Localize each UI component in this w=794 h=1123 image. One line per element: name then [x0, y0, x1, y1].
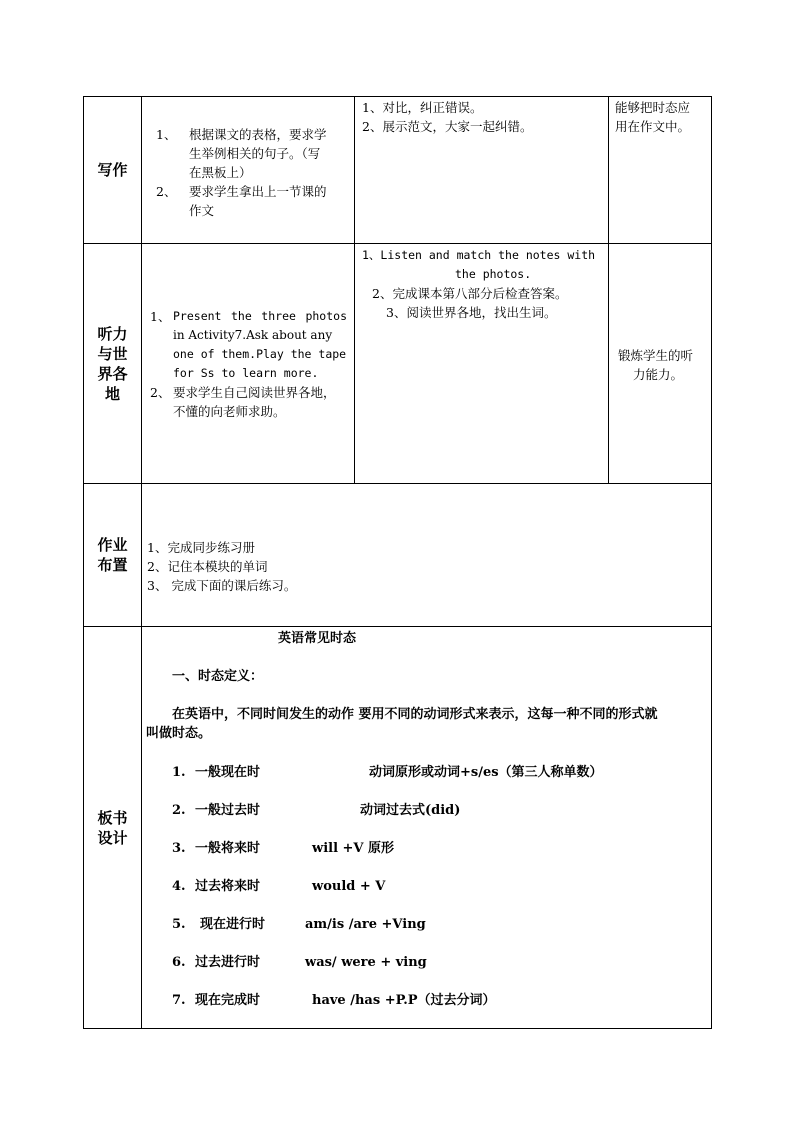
board-para-line1: 在英语中，不同时间发生的动作 要用不同的动词形式来表示，这每一种不同的形式就	[172, 707, 658, 722]
writing-student-line2: 2、展示范文，大家一起纠错。	[362, 119, 533, 134]
board-section1: 一、时态定义：	[172, 669, 264, 684]
lesson-plan-table	[83, 96, 712, 1029]
board-title: 英语常见时态	[278, 631, 357, 646]
writing-purpose-line1: 能够把时态应	[615, 100, 691, 115]
writing-purpose-cell	[609, 97, 712, 244]
writing-teacher-item2-line2: 作文	[189, 203, 215, 218]
listening-teacher-item2-num: 2、	[150, 385, 171, 400]
row-label-writing: 写作	[84, 97, 142, 244]
tense-6-name: 过去进行时	[195, 955, 261, 970]
row-homework	[84, 484, 712, 627]
writing-teacher-item1-line1: 根据课文的表格，要求学	[189, 127, 327, 142]
tense-6-num: 6.	[172, 955, 186, 970]
listening-teacher-item1-line1: Present the three photos	[173, 309, 347, 323]
listening-purpose-line1: 锻炼学生的听	[618, 348, 694, 363]
tense-1-num: 1.	[172, 765, 186, 780]
writing-teacher-item1-line3: 在黑板上）	[189, 165, 252, 180]
row-writing	[84, 97, 712, 244]
listening-student-line3: 2、完成课本第八部分后检查答案。	[372, 286, 568, 301]
listening-purpose-line2: 力能力。	[633, 367, 684, 382]
listening-teacher-item1-num: 1、	[150, 309, 171, 324]
writing-student-cell	[355, 97, 609, 244]
homework-cell	[142, 484, 712, 627]
writing-teacher-item2-line1: 要求学生拿出上一节课的	[189, 184, 327, 199]
homework-item-1: 1、完成同步练习册	[147, 540, 255, 555]
board-para-line2: 叫做时态。	[146, 726, 212, 741]
row-label-listening	[84, 244, 142, 484]
listening-teacher-cell	[142, 244, 355, 484]
tense-2-num: 2.	[172, 803, 186, 818]
listening-purpose-cell	[609, 244, 712, 484]
listening-teacher-item1-line4: for Ss to learn more.	[173, 366, 319, 380]
tense-7-num: 7.	[172, 993, 186, 1008]
tense-5-num: 5.	[172, 917, 186, 932]
listening-student-line1: 1、Listen and match the notes with	[362, 248, 596, 262]
listening-teacher-item2-line1: 要求学生自己阅读世界各地，	[173, 385, 336, 400]
writing-teacher-item1-num: 1、	[156, 127, 177, 142]
homework-item-3: 3、 完成下面的课后练习。	[147, 578, 297, 593]
tense-3-num: 3.	[172, 841, 186, 856]
writing-student-line1: 1、对比，纠正错误。	[362, 100, 483, 115]
listening-teacher-item1-line2: in Activity7.Ask about any	[173, 328, 333, 342]
tense-5-form: am/is /are +Ving	[305, 917, 426, 932]
row-listening	[84, 244, 712, 484]
tense-2-form: 动词过去式(did)	[360, 803, 461, 818]
tense-4-name: 过去将来时	[195, 879, 261, 894]
writing-teacher-item1-line2: 生举例相关的句子。（写	[189, 146, 321, 161]
listening-label-line4: 地	[104, 384, 120, 403]
tense-2-name: 一般过去时	[195, 803, 261, 818]
board-label-line2: 设计	[97, 828, 128, 847]
tense-4-form: would + V	[312, 879, 386, 894]
board-cell	[142, 627, 712, 1029]
tense-3-form: will +V 原形	[312, 841, 395, 856]
writing-purpose-line2: 用在作文中。	[615, 119, 691, 134]
tense-3-name: 一般将来时	[195, 841, 261, 856]
tense-4-num: 4.	[172, 879, 186, 894]
tense-7-name: 现在完成时	[195, 993, 261, 1008]
tense-7-form: have /has +P.P（过去分词）	[312, 993, 496, 1008]
listening-label-line2: 与世	[97, 344, 128, 363]
writing-teacher-cell	[142, 97, 355, 244]
tense-6-form: was/ were + ving	[305, 955, 427, 970]
listening-label-line1: 听力	[97, 324, 128, 343]
writing-teacher-item2-num: 2、	[156, 184, 177, 199]
homework-item-2: 2、记住本模块的单词	[147, 559, 268, 574]
tense-1-name: 一般现在时	[195, 765, 261, 780]
board-label-line1: 板书	[97, 808, 128, 827]
listening-student-line2: the photos.	[455, 267, 532, 281]
tense-1-form: 动词原形或动词+s/es（第三人称单数）	[369, 765, 603, 780]
homework-label-line1: 作业	[97, 536, 128, 554]
listening-teacher-item2-line2: 不懂的向老师求助。	[173, 404, 286, 419]
row-label-homework	[84, 484, 142, 627]
listening-label-line3: 界各	[97, 364, 128, 383]
listening-teacher-item1-line3: one of them.Play the tape	[173, 347, 347, 361]
row-board	[84, 627, 712, 1029]
tense-5-name: 现在进行时	[200, 917, 266, 932]
homework-label-line2: 布置	[97, 556, 128, 574]
listening-student-line4: 3、阅读世界各地，找出生词。	[386, 305, 557, 320]
listening-student-cell	[355, 244, 609, 484]
row-label-board	[84, 627, 142, 1029]
